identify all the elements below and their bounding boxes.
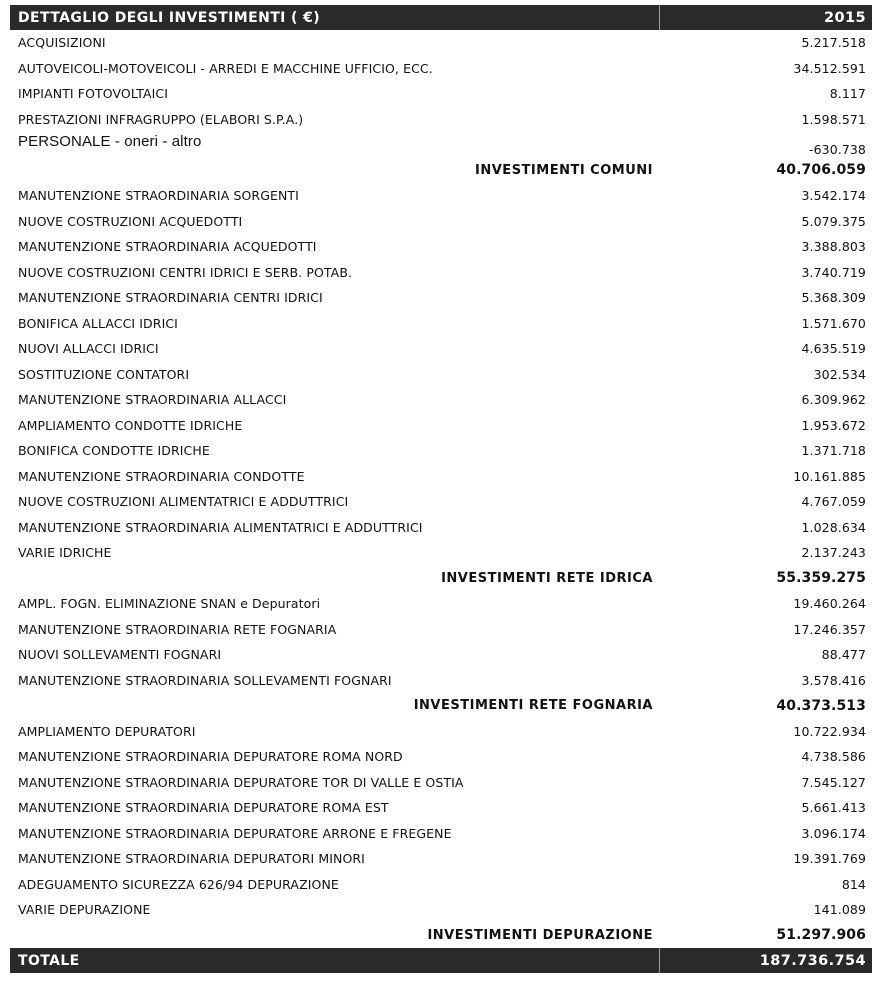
- row-value: 141.089: [813, 902, 866, 918]
- row-value: 3.388.803: [801, 239, 866, 255]
- row-label: AMPLIAMENTO DEPURATORI: [18, 723, 196, 739]
- row-label: IMPIANTI FOTOVOLTAICI: [18, 86, 169, 102]
- row-label: MANUTENZIONE STRAORDINARIA DEPURATORE ROMA EST: [18, 800, 389, 816]
- table-row: [10, 642, 872, 668]
- table-row: [10, 489, 872, 515]
- row-label: ACQUISIZIONI: [18, 35, 106, 51]
- table-row: [10, 387, 872, 413]
- subtotal-value: 40.373.513: [776, 697, 866, 714]
- row-label: MANUTENZIONE STRAORDINARIA DEPURATORE TOR DI VALLE E OSTIA: [18, 774, 464, 790]
- table-row: [10, 897, 872, 923]
- row-label: NUOVI ALLACCI IDRICI: [18, 341, 159, 357]
- table-row: [10, 285, 872, 311]
- row-value: 3.542.174: [801, 188, 866, 204]
- table-row: [10, 311, 872, 337]
- table-row: [10, 413, 872, 439]
- row-label: MANUTENZIONE STRAORDINARIA ALIMENTATRICI E ADDUTTRICI: [18, 519, 423, 535]
- total-value: 187.736.754: [759, 952, 866, 969]
- row-value: 5.661.413: [801, 800, 866, 816]
- subtotal-value: 40.706.059: [776, 162, 866, 179]
- row-label: BONIFICA ALLACCI IDRICI: [18, 315, 178, 331]
- row-label: AMPLIAMENTO CONDOTTE IDRICHE: [18, 417, 243, 433]
- row-label: MANUTENZIONE STRAORDINARIA SORGENTI: [18, 188, 299, 204]
- row-value: 10.161.885: [793, 468, 866, 484]
- row-value: 5.368.309: [801, 290, 866, 306]
- row-label: MANUTENZIONE STRAORDINARIA CONDOTTE: [18, 468, 305, 484]
- subtotal-label: INVESTIMENTI RETE IDRICA: [441, 570, 653, 586]
- row-value: 1.028.634: [801, 519, 866, 535]
- table-row: [10, 56, 872, 82]
- row-value: 302.534: [813, 366, 866, 382]
- table-body: [10, 30, 872, 948]
- row-value: 19.391.769: [793, 851, 866, 867]
- table-row: [10, 668, 872, 694]
- subtotal-label: INVESTIMENTI COMUNI: [475, 162, 653, 178]
- table-row: [10, 744, 872, 770]
- table-row: [10, 234, 872, 260]
- subtotal-row: [10, 566, 872, 592]
- row-label: NUOVE COSTRUZIONI ALIMENTATRICI E ADDUTTRICI: [18, 494, 349, 510]
- year-header: 2015: [824, 9, 866, 26]
- row-label: PRESTAZIONI INFRAGRUPPO (ELABORI S.P.A.): [18, 111, 304, 127]
- total-label: TOTALE: [18, 952, 80, 969]
- table-row: [10, 719, 872, 745]
- row-value: 1.598.571: [801, 111, 866, 127]
- row-label: PERSONALE - oneri - altro: [18, 133, 202, 151]
- row-label: VARIE DEPURAZIONE: [18, 902, 151, 918]
- table-row: [10, 260, 872, 286]
- row-value: 17.246.357: [793, 621, 866, 637]
- row-label: ADEGUAMENTO SICUREZZA 626/94 DEPURAZIONE: [18, 876, 339, 892]
- row-label: MANUTENZIONE STRAORDINARIA DEPURATORE ROMA NORD: [18, 749, 403, 765]
- row-value: 19.460.264: [793, 596, 866, 612]
- table-row: [10, 540, 872, 566]
- row-value: 1.571.670: [801, 315, 866, 331]
- row-label: MANUTENZIONE STRAORDINARIA DEPURATORE ARRONE E FREGENE: [18, 825, 452, 841]
- table-row: [10, 795, 872, 821]
- subtotal-label: INVESTIMENTI DEPURAZIONE: [427, 927, 653, 943]
- table-row: [10, 438, 872, 464]
- row-value: 4.738.586: [801, 749, 866, 765]
- row-label: AMPL. FOGN. ELIMINAZIONE SNAN e Depuratori: [18, 596, 321, 612]
- row-label: MANUTENZIONE STRAORDINARIA ALLACCI: [18, 392, 287, 408]
- table-row: [10, 209, 872, 235]
- row-value: 814: [841, 876, 866, 892]
- table-row: [10, 821, 872, 847]
- table-title: DETTAGLIO DEGLI INVESTIMENTI ( €): [18, 9, 321, 26]
- table-row: [10, 846, 872, 872]
- row-label: MANUTENZIONE STRAORDINARIA ACQUEDOTTI: [18, 239, 317, 255]
- row-label: MANUTENZIONE STRAORDINARIA DEPURATORI MINORI: [18, 851, 365, 867]
- row-value: 7.545.127: [801, 774, 866, 790]
- table-row: [10, 336, 872, 362]
- row-value: 8.117: [829, 86, 866, 102]
- row-value: 5.217.518: [801, 35, 866, 51]
- subtotal-row: [10, 158, 872, 184]
- row-value: 3.578.416: [801, 672, 866, 688]
- row-label: NUOVE COSTRUZIONI ACQUEDOTTI: [18, 213, 243, 229]
- subtotal-value: 55.359.275: [776, 570, 866, 587]
- row-value: 4.635.519: [801, 341, 866, 357]
- table-row: [10, 81, 872, 107]
- row-value: -630.738: [808, 142, 866, 158]
- row-value: 2.137.243: [801, 545, 866, 561]
- row-label: NUOVI SOLLEVAMENTI FOGNARI: [18, 647, 222, 663]
- row-label: SOSTITUZIONE CONTATORI: [18, 366, 190, 382]
- row-label: AUTOVEICOLI-MOTOVEICOLI - ARREDI E MACCHINE UFFICIO, ECC.: [18, 60, 433, 76]
- table-row: [10, 464, 872, 490]
- table-row: [10, 362, 872, 388]
- subtotal-row: [10, 693, 872, 719]
- subtotal-value: 51.297.906: [776, 927, 866, 944]
- row-label: MANUTENZIONE STRAORDINARIA SOLLEVAMENTI FOGNARI: [18, 672, 392, 688]
- row-value: 3.740.719: [801, 264, 866, 280]
- table-row: [10, 183, 872, 209]
- table-row: [10, 770, 872, 796]
- row-label: MANUTENZIONE STRAORDINARIA CENTRI IDRICI: [18, 290, 323, 306]
- row-value: 5.079.375: [801, 213, 866, 229]
- table-row: [10, 617, 872, 643]
- subtotal-label: INVESTIMENTI RETE FOGNARIA: [413, 698, 653, 714]
- table-row: [10, 872, 872, 898]
- table-row: [10, 515, 872, 541]
- row-label: MANUTENZIONE STRAORDINARIA RETE FOGNARIA: [18, 621, 337, 637]
- row-value: 1.371.718: [801, 443, 866, 459]
- total-row: [10, 948, 872, 973]
- investment-detail-table: [10, 5, 872, 973]
- table-header: [10, 5, 872, 30]
- row-label: VARIE IDRICHE: [18, 545, 112, 561]
- table-row: [10, 132, 872, 158]
- row-value: 1.953.672: [801, 417, 866, 433]
- row-value: 10.722.934: [793, 723, 866, 739]
- row-value: 3.096.174: [801, 825, 866, 841]
- table-row: [10, 107, 872, 133]
- row-value: 34.512.591: [793, 60, 866, 76]
- row-label: NUOVE COSTRUZIONI CENTRI IDRICI E SERB. POTAB.: [18, 264, 353, 280]
- row-value: 6.309.962: [801, 392, 866, 408]
- table-row: [10, 591, 872, 617]
- row-label: BONIFICA CONDOTTE IDRICHE: [18, 443, 210, 459]
- row-value: 88.477: [821, 647, 866, 663]
- subtotal-row: [10, 923, 872, 949]
- row-value: 4.767.059: [801, 494, 866, 510]
- table-row: [10, 30, 872, 56]
